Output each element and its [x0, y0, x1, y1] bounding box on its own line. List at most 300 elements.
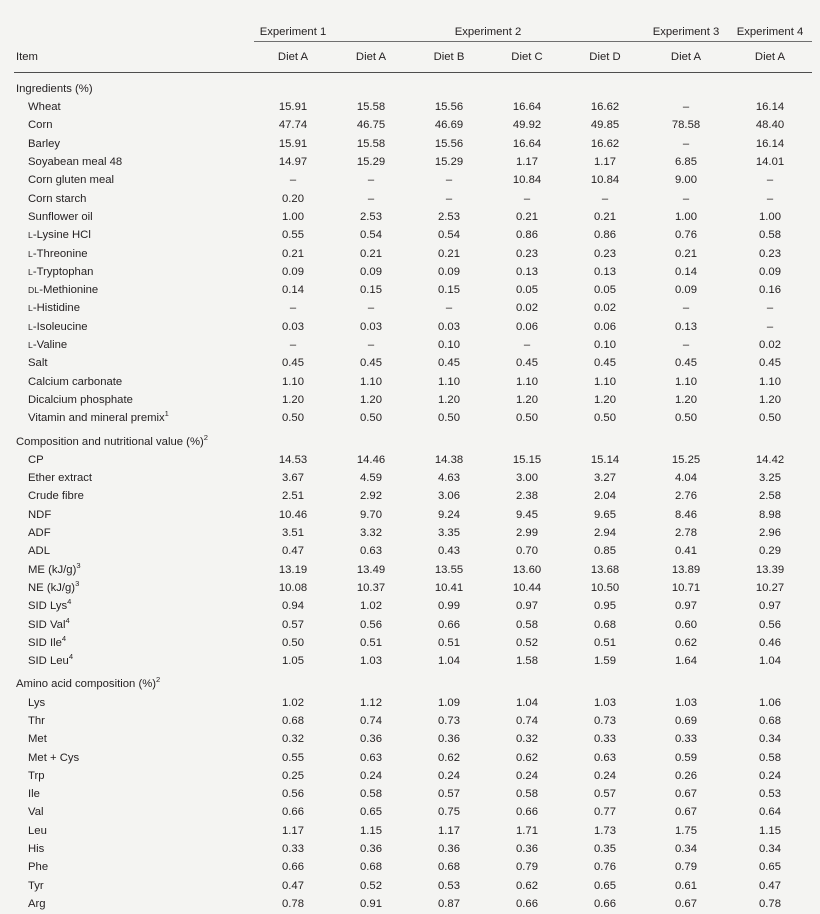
section-title: Ingredients (%): [16, 82, 93, 95]
cell-value: 2.94: [594, 527, 616, 540]
table-row: [14, 731, 812, 749]
section-header-row: [14, 80, 812, 98]
cell-value: 0.29: [759, 545, 781, 558]
row-label: CP: [28, 453, 44, 466]
cell-value: 10.44: [512, 581, 542, 594]
cell-value: 0.32: [282, 733, 304, 746]
cell-value: 9.65: [594, 508, 616, 521]
cell-value: 0.47: [282, 545, 304, 558]
cell-value: 0.79: [516, 861, 538, 874]
table-row: [14, 694, 812, 712]
row-label: ADF: [28, 527, 51, 540]
diet-column-header-5: Diet D: [589, 51, 621, 64]
table-row: [14, 245, 812, 263]
row-label: Corn gluten meal: [28, 174, 115, 187]
cell-value: –: [367, 174, 375, 187]
cell-value: 2.76: [675, 490, 697, 503]
row-label: Barley: [28, 137, 61, 150]
row-label: Vitamin and mineral premix$^1$: [28, 409, 169, 425]
row-label: Ile: [28, 788, 40, 801]
cell-value: 0.24: [516, 769, 538, 782]
cell-value: 2.99: [516, 527, 538, 540]
section-header-row: [14, 433, 812, 451]
cell-value: 10.27: [755, 581, 785, 594]
table-row: [14, 859, 812, 877]
cell-value: 13.39: [755, 563, 785, 576]
cell-value: 0.26: [675, 769, 697, 782]
cell-value: 0.45: [438, 357, 460, 370]
group-header-2: Experiment 2: [454, 26, 522, 38]
table-row: [14, 172, 812, 190]
cell-value: 0.68: [594, 618, 616, 631]
table-row: [14, 822, 812, 840]
row-label: Tyr: [28, 879, 44, 892]
footnote-marker: 2: [203, 432, 208, 442]
table-row: [14, 598, 812, 616]
cell-value: 0.09: [282, 265, 304, 278]
cell-value: 47.74: [278, 119, 308, 132]
cell-value: 1.20: [438, 393, 460, 406]
group-header-3: Experiment 3: [652, 26, 720, 38]
cell-value: 1.10: [438, 375, 460, 388]
row-label: NE $(kJ/g)^3$: [28, 579, 80, 594]
cell-value: 10.41: [434, 581, 464, 594]
cell-value: 0.68: [759, 714, 781, 727]
cell-value: 9.24: [438, 508, 460, 521]
cell-value: 0.45: [282, 357, 304, 370]
cell-value: 0.06: [594, 320, 616, 333]
cell-value: 13.68: [590, 563, 620, 576]
cell-value: 13.19: [278, 563, 308, 576]
cell-value: 0.21: [282, 247, 304, 260]
row-label: NDF: [28, 508, 52, 521]
cell-value: 0.65: [360, 806, 382, 819]
cell-value: 14.38: [434, 453, 464, 466]
cell-value: –: [766, 192, 774, 205]
cell-value: 0.74: [516, 714, 538, 727]
cell-value: 0.51: [594, 636, 616, 649]
table-row: [14, 190, 812, 208]
row-label: Lys: [28, 696, 46, 709]
cell-value: 1.03: [675, 696, 697, 709]
cell-value: 0.62: [516, 879, 538, 892]
cell-value: 0.61: [675, 879, 697, 892]
header-gap-cell: [14, 73, 812, 81]
cell-value: 0.79: [675, 861, 697, 874]
cell-value: 13.60: [512, 563, 542, 576]
cell-value: 0.05: [594, 284, 616, 297]
cell-value: 0.52: [360, 879, 382, 892]
stereochemistry-prefix: L: [28, 340, 33, 351]
cell-value: 0.06: [516, 320, 538, 333]
cell-value: 0.63: [360, 545, 382, 558]
cell-value: 1.17: [438, 824, 460, 837]
cell-value: 0.66: [516, 897, 538, 910]
table-row: [14, 895, 812, 913]
cell-value: –: [289, 302, 297, 315]
cell-value: 10.71: [671, 581, 701, 594]
footnote-marker: 4: [68, 652, 74, 662]
cell-value: 0.05: [516, 284, 538, 297]
cell-value: 1.20: [675, 393, 697, 406]
cell-value: 0.65: [759, 861, 781, 874]
cell-value: 0.33: [282, 843, 304, 856]
cell-value: 0.66: [438, 618, 460, 631]
cell-value: 0.67: [675, 806, 697, 819]
row-label: Met + Cys: [28, 751, 80, 764]
cell-value: 0.43: [438, 545, 460, 558]
group-header-1: Experiment 1: [259, 26, 327, 38]
table-header: [14, 0, 812, 80]
cell-value: 0.32: [516, 733, 538, 746]
row-label: Phe: [28, 861, 49, 874]
row-label: L-Threonine: [28, 247, 88, 260]
cell-value: 1.73: [594, 824, 616, 837]
cell-value: 1.09: [438, 696, 460, 709]
row-label: L-Tryptophan: [28, 265, 94, 278]
row-label: Thr: [28, 714, 45, 727]
cell-value: –: [766, 320, 774, 333]
cell-value: 0.86: [594, 229, 616, 242]
cell-value: 0.36: [516, 843, 538, 856]
cell-value: 1.17: [594, 156, 616, 169]
cell-value: 4.59: [360, 472, 382, 485]
cell-value: –: [445, 174, 453, 187]
cell-value: 0.36: [360, 843, 382, 856]
cell-value: –: [682, 192, 690, 205]
stereochemistry-prefix: L: [28, 303, 33, 314]
cell-value: 0.50: [438, 412, 460, 425]
table-row: [14, 749, 812, 767]
cell-value: 0.20: [282, 192, 304, 205]
cell-value: –: [682, 302, 690, 315]
section-header-row: [14, 676, 812, 694]
table-row: [14, 525, 812, 543]
cell-value: 0.76: [675, 229, 697, 242]
cell-value: 1.75: [675, 824, 697, 837]
cell-value: 0.56: [759, 618, 781, 631]
cell-value: 1.20: [360, 393, 382, 406]
cell-value: 0.10: [438, 339, 460, 352]
cell-value: 0.03: [438, 320, 460, 333]
cell-value: 0.45: [759, 357, 781, 370]
cell-value: 2.58: [759, 490, 781, 503]
cell-value: 1.00: [675, 210, 697, 223]
table-row: [14, 579, 812, 597]
row-label: His: [28, 843, 45, 856]
cell-value: 78.58: [671, 119, 701, 132]
cell-value: 46.75: [356, 119, 386, 132]
row-label: SID Leu$^4$: [28, 652, 74, 668]
cell-value: 0.21: [594, 210, 616, 223]
cell-value: 1.71: [516, 824, 538, 837]
table-row: [14, 804, 812, 822]
diet-column-header-7: Diet A: [754, 51, 786, 64]
cell-value: 0.24: [759, 769, 781, 782]
cell-value: 14.01: [755, 156, 785, 169]
cell-value: 0.36: [438, 843, 460, 856]
cell-value: 0.33: [675, 733, 697, 746]
section-title: Amino acid composition (%)$^2$: [16, 675, 161, 691]
footnote-marker: 4: [61, 634, 67, 644]
cell-value: 0.73: [438, 714, 460, 727]
cell-value: 0.57: [438, 788, 460, 801]
cell-value: 0.13: [675, 320, 697, 333]
cell-value: 0.99: [438, 600, 460, 613]
row-label: Leu: [28, 824, 47, 837]
cell-value: 1.05: [282, 655, 304, 668]
cell-value: 0.66: [594, 897, 616, 910]
cell-value: 0.15: [438, 284, 460, 297]
cell-value: 0.47: [282, 879, 304, 892]
cell-value: 0.67: [675, 897, 697, 910]
row-label: SID Ile$^4$: [28, 634, 67, 649]
table-row: [14, 337, 812, 355]
cell-value: 0.56: [282, 788, 304, 801]
cell-value: 1.04: [759, 655, 781, 668]
cell-value: 1.17: [282, 824, 304, 837]
cell-value: 6.85: [675, 156, 697, 169]
cell-value: 0.02: [516, 302, 538, 315]
cell-value: 0.74: [360, 714, 382, 727]
cell-value: 1.10: [516, 375, 538, 388]
table-row: [14, 767, 812, 785]
cell-value: 0.50: [675, 412, 697, 425]
cell-value: –: [367, 339, 375, 352]
cell-value: 0.34: [759, 733, 781, 746]
cell-value: 10.50: [590, 581, 620, 594]
table-row: [14, 318, 812, 336]
cell-value: 0.97: [516, 600, 538, 613]
cell-value: 0.15: [360, 284, 382, 297]
cell-value: 0.50: [594, 412, 616, 425]
cell-value: 10.37: [356, 581, 386, 594]
footnote-marker: 3: [76, 560, 81, 570]
cell-value: 16.64: [512, 137, 542, 150]
cell-value: 1.20: [282, 393, 304, 406]
cell-value: 0.16: [759, 284, 781, 297]
cell-value: 3.51: [282, 527, 304, 540]
cell-value: 10.08: [278, 581, 308, 594]
cell-value: 15.15: [512, 453, 542, 466]
stereochemistry-prefix: L: [28, 266, 33, 277]
cell-value: 0.24: [360, 769, 382, 782]
cell-value: 0.58: [516, 618, 538, 631]
cell-value: –: [367, 302, 375, 315]
cell-value: 16.64: [512, 101, 542, 114]
cell-value: 0.54: [360, 229, 382, 242]
cell-value: 15.56: [434, 137, 464, 150]
cell-value: 0.02: [759, 339, 781, 352]
cell-value: 10.46: [278, 508, 308, 521]
diet-column-header-6: Diet A: [670, 51, 702, 64]
row-label: Corn: [28, 119, 53, 132]
table-row: [14, 470, 812, 488]
cell-value: 0.50: [516, 412, 538, 425]
footnote-marker: 4: [67, 597, 72, 607]
cell-value: 14.46: [356, 453, 386, 466]
cell-value: 0.23: [594, 247, 616, 260]
cell-value: 0.24: [594, 769, 616, 782]
cell-value: 0.34: [759, 843, 781, 856]
cell-value: 15.25: [671, 453, 701, 466]
cell-value: 0.51: [438, 636, 460, 649]
table-row: [14, 616, 812, 634]
cell-value: –: [682, 137, 690, 150]
cell-value: 0.55: [282, 751, 304, 764]
diet-column-header-2: Diet A: [355, 51, 387, 64]
row-label: Ether extract: [28, 472, 93, 485]
row-label: Wheat: [28, 101, 61, 114]
cell-value: 0.68: [360, 861, 382, 874]
cell-value: 9.70: [360, 508, 382, 521]
cell-value: 0.51: [360, 636, 382, 649]
cell-value: 3.00: [516, 472, 538, 485]
cell-value: 3.27: [594, 472, 616, 485]
table-row: [14, 653, 812, 671]
row-label: L-Valine: [28, 339, 68, 352]
cell-value: 2.38: [516, 490, 538, 503]
cell-value: 0.68: [438, 861, 460, 874]
group-header-4: Experiment 4: [736, 26, 804, 38]
cell-value: 1.17: [516, 156, 538, 169]
cell-value: –: [289, 339, 297, 352]
table-row: [14, 227, 812, 245]
cell-value: 0.10: [594, 339, 616, 352]
cell-value: 1.58: [516, 655, 538, 668]
cell-value: 0.34: [675, 843, 697, 856]
cell-value: 13.49: [356, 563, 386, 576]
row-label: DL-Methionine: [28, 284, 99, 297]
cell-value: 0.76: [594, 861, 616, 874]
cell-value: 0.45: [594, 357, 616, 370]
cell-value: 1.04: [438, 655, 460, 668]
header-gap: [14, 73, 812, 81]
cell-value: 0.50: [360, 412, 382, 425]
cell-value: 10.84: [590, 174, 620, 187]
cell-value: 0.58: [759, 751, 781, 764]
cell-value: 0.21: [675, 247, 697, 260]
cell-value: 15.58: [356, 101, 386, 114]
table-row: [14, 451, 812, 469]
cell-value: 0.85: [594, 545, 616, 558]
row-label: L-Lysine HCl: [28, 229, 91, 242]
cell-value: –: [766, 302, 774, 315]
cell-value: 0.58: [360, 788, 382, 801]
cell-value: 1.04: [516, 696, 538, 709]
cell-value: –: [523, 192, 531, 205]
cell-value: 1.10: [282, 375, 304, 388]
cell-value: 14.42: [755, 453, 785, 466]
cell-value: 1.10: [360, 375, 382, 388]
cell-value: 1.00: [759, 210, 781, 223]
cell-value: 15.56: [434, 101, 464, 114]
table-row: [14, 786, 812, 804]
cell-value: 0.94: [282, 600, 304, 613]
cell-value: –: [682, 101, 690, 114]
row-label: Sunflower oil: [28, 210, 93, 223]
cell-value: –: [367, 192, 375, 205]
cell-value: 2.53: [438, 210, 460, 223]
cell-value: 2.96: [759, 527, 781, 540]
cell-value: 0.41: [675, 545, 697, 558]
cell-value: 0.95: [594, 600, 616, 613]
footnote-marker: 4: [65, 615, 70, 625]
group-header-row: [14, 0, 812, 41]
cell-value: –: [289, 174, 297, 187]
cell-value: 0.60: [675, 618, 697, 631]
cell-value: 4.63: [438, 472, 460, 485]
table-row: [14, 373, 812, 391]
cell-value: 16.14: [755, 137, 785, 150]
row-label: Met: [28, 733, 47, 746]
cell-value: 0.91: [360, 897, 382, 910]
cell-value: 3.25: [759, 472, 781, 485]
cell-value: 15.29: [356, 156, 386, 169]
cell-value: 0.55: [282, 229, 304, 242]
cell-value: 0.52: [516, 636, 538, 649]
table-row: [14, 543, 812, 561]
cell-value: 0.50: [282, 412, 304, 425]
cell-value: 0.87: [438, 897, 460, 910]
diet-column-header-4: Diet C: [511, 51, 543, 64]
cell-value: 0.57: [282, 618, 304, 631]
cell-value: 0.97: [759, 600, 781, 613]
table-body: [14, 80, 812, 913]
row-label: Trp: [28, 769, 45, 782]
cell-value: –: [445, 192, 453, 205]
cell-value: 0.13: [594, 265, 616, 278]
cell-value: 1.20: [759, 393, 781, 406]
row-label: Dicalcium phosphate: [28, 393, 133, 406]
table-row: [14, 410, 812, 428]
row-label: Corn starch: [28, 192, 87, 205]
cell-value: 0.33: [594, 733, 616, 746]
cell-value: 0.02: [594, 302, 616, 315]
cell-value: 16.14: [755, 101, 785, 114]
table-row: [14, 391, 812, 409]
cell-value: 1.64: [675, 655, 697, 668]
cell-value: 0.36: [360, 733, 382, 746]
cell-value: 8.46: [675, 508, 697, 521]
cell-value: 0.45: [360, 357, 382, 370]
cell-value: 2.51: [282, 490, 304, 503]
cell-value: –: [601, 192, 609, 205]
cell-value: 1.00: [282, 210, 304, 223]
stereochemistry-prefix: DL: [28, 285, 40, 296]
stereochemistry-prefix: L: [28, 230, 33, 241]
cell-value: 3.35: [438, 527, 460, 540]
cell-value: 0.03: [360, 320, 382, 333]
cell-value: 15.91: [278, 137, 308, 150]
stereochemistry-prefix: L: [28, 248, 33, 259]
cell-value: 0.14: [675, 265, 697, 278]
cell-value: 0.62: [438, 751, 460, 764]
cell-value: 0.56: [360, 618, 382, 631]
table-row: [14, 117, 812, 135]
table-row: [14, 208, 812, 226]
cell-value: 0.36: [438, 733, 460, 746]
row-label: SID Val$^4$: [28, 615, 70, 631]
cell-value: 1.59: [594, 655, 616, 668]
cell-value: 3.06: [438, 490, 460, 503]
cell-value: 0.09: [438, 265, 460, 278]
cell-value: –: [523, 339, 531, 352]
cell-value: 0.24: [438, 769, 460, 782]
cell-value: 0.21: [360, 247, 382, 260]
cell-value: 0.75: [438, 806, 460, 819]
cell-value: 1.03: [360, 655, 382, 668]
